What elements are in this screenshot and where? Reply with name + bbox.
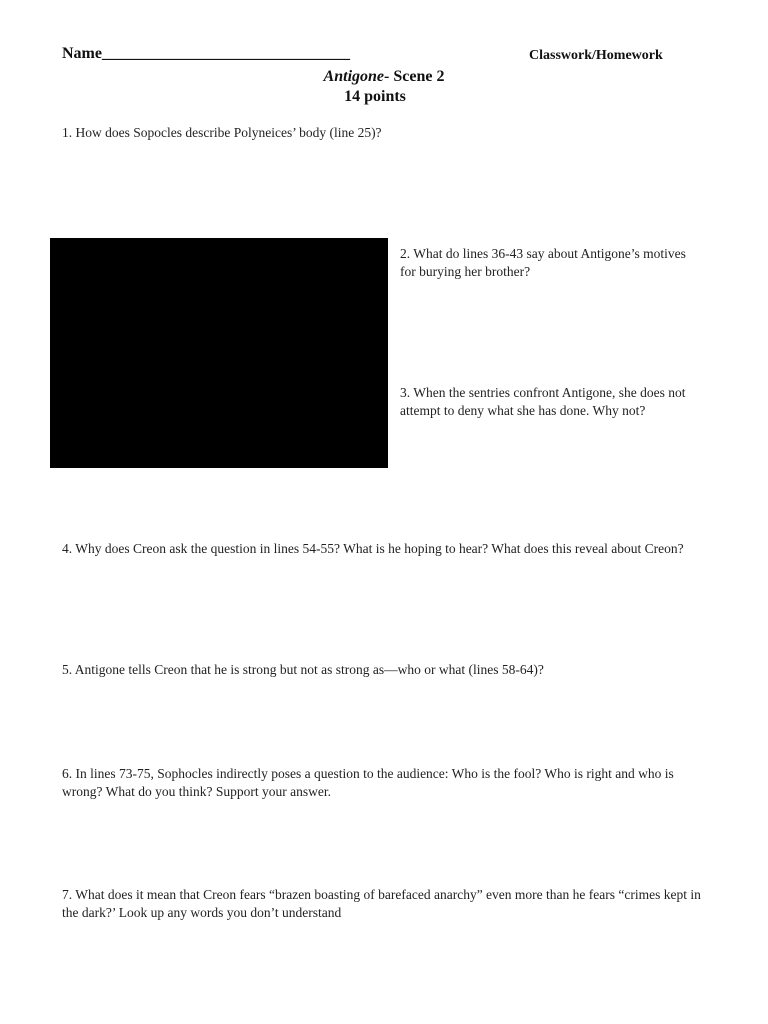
question-1: 1. How does Sopocles describe Polyneices’ body (line 25)?	[62, 125, 382, 140]
assignment-type-label: Classwork/Homework	[529, 48, 663, 63]
title-scene: - Scene 2	[384, 68, 445, 85]
points-label: 14 points	[344, 88, 406, 105]
question-3: 3. When the sentries confront Antigone, she does not attempt to deny what she has done. Why not?	[400, 385, 686, 418]
question-6: 6. In lines 73-75, Sophocles indirectly poses a question to the audience: Who is the fool? Who is right and who is wrong? What do you think? Support your answer.	[62, 766, 674, 799]
question-4: 4. Why does Creon ask the question in lines 54-55? What is he hoping to hear? What does this reveal about Creon?	[62, 541, 684, 556]
name-field-label: Name_______________________________	[62, 45, 350, 62]
question-7: 7. What does it mean that Creon fears “brazen boasting of barefaced anarchy” even more than he fears “crimes kept in the dark?’ Look up any words you don’t understand	[62, 887, 701, 920]
redacted-image-block	[50, 238, 388, 468]
title-work-name: Antigone	[323, 68, 385, 85]
question-5: 5. Antigone tells Creon that he is strong but not as strong as—who or what (lines 58-64)?	[62, 662, 544, 677]
question-2: 2. What do lines 36-43 say about Antigone’s motives for burying her brother?	[400, 246, 686, 279]
page-title	[0, 68, 768, 86]
